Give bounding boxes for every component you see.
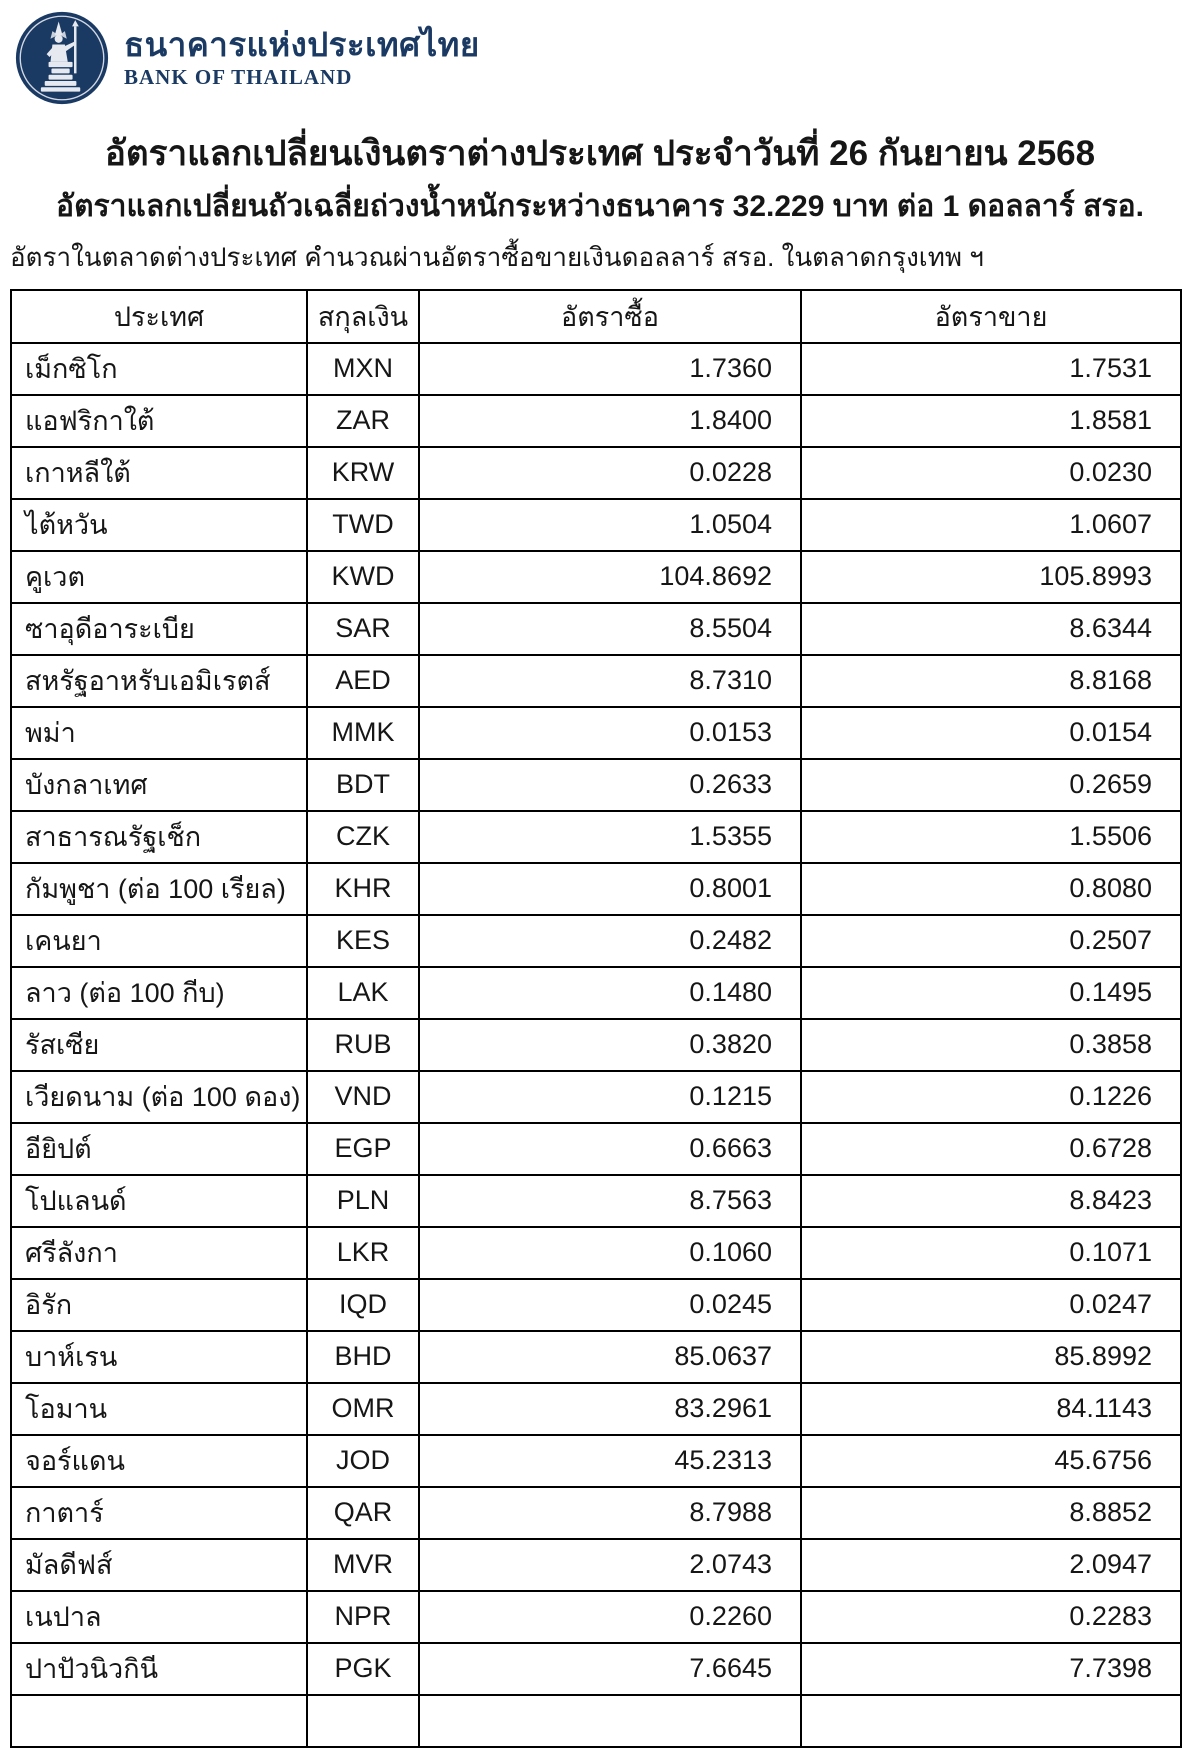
sell-rate-cell: 0.0247 xyxy=(801,1279,1181,1331)
currency-code-cell: AED xyxy=(307,655,419,707)
currency-code-cell: LKR xyxy=(307,1227,419,1279)
country-cell: กัมพูชา (ต่อ 100 เรียล) xyxy=(11,863,307,915)
table-row xyxy=(11,1539,1181,1591)
country-cell: พม่า xyxy=(11,707,307,759)
currency-code-cell: IQD xyxy=(307,1279,419,1331)
table-row xyxy=(11,863,1181,915)
table-row xyxy=(11,1435,1181,1487)
buy-rate-cell: 0.3820 xyxy=(419,1019,801,1071)
country-cell: บาห์เรน xyxy=(11,1331,307,1383)
sell-rate-cell: 0.6728 xyxy=(801,1123,1181,1175)
table-row xyxy=(11,759,1181,811)
currency-code-cell: BDT xyxy=(307,759,419,811)
table-row xyxy=(11,1175,1181,1227)
country-cell: ลาว (ต่อ 100 กีบ) xyxy=(11,967,307,1019)
buy-rate-cell: 1.7360 xyxy=(419,343,801,395)
sell-rate-cell: 1.0607 xyxy=(801,499,1181,551)
buy-rate-cell: 0.2260 xyxy=(419,1591,801,1643)
table-row xyxy=(11,499,1181,551)
buy-rate-cell: 0.0228 xyxy=(419,447,801,499)
country-cell: เนปาล xyxy=(11,1591,307,1643)
buy-rate-cell: 8.7563 xyxy=(419,1175,801,1227)
table-row xyxy=(11,603,1181,655)
exchange-rate-table-body xyxy=(11,343,1181,1747)
buy-rate-cell: 45.2313 xyxy=(419,1435,801,1487)
currency-code-cell: VND xyxy=(307,1071,419,1123)
sell-rate-cell: 1.8581 xyxy=(801,395,1181,447)
bank-name-english: BANK OF THAILAND xyxy=(124,64,353,89)
country-cell: คูเวต xyxy=(11,551,307,603)
buy-rate-cell: 0.2633 xyxy=(419,759,801,811)
sell-rate-cell: 84.1143 xyxy=(801,1383,1181,1435)
sell-rate-cell: 0.8080 xyxy=(801,863,1181,915)
currency-code-cell: PLN xyxy=(307,1175,419,1227)
table-row xyxy=(11,811,1181,863)
table-row xyxy=(11,1279,1181,1331)
buy-rate-cell: 2.0743 xyxy=(419,1539,801,1591)
country-cell: สหรัฐอาหรับเอมิเรตส์ xyxy=(11,655,307,707)
market-note: อัตราในตลาดต่างประเทศ คำนวณผ่านอัตราซื้อขายเงินดอลลาร์ สรอ. ในตลาดกรุงเทพ ฯ xyxy=(10,241,984,272)
table-row xyxy=(11,707,1181,759)
buy-rate-cell: 83.2961 xyxy=(419,1383,801,1435)
country-cell: เวียดนาม (ต่อ 100 ดอง) xyxy=(11,1071,307,1123)
currency-code-cell: JOD xyxy=(307,1435,419,1487)
empty-cell xyxy=(11,1695,307,1747)
buy-rate-cell: 1.5355 xyxy=(419,811,801,863)
currency-code-cell: MXN xyxy=(307,343,419,395)
table-row xyxy=(11,1019,1181,1071)
table-row-partial xyxy=(11,1695,1181,1747)
currency-code-cell: MMK xyxy=(307,707,419,759)
currency-code-cell: OMR xyxy=(307,1383,419,1435)
table-row xyxy=(11,447,1181,499)
country-cell: ศรีลังกา xyxy=(11,1227,307,1279)
table-row xyxy=(11,343,1181,395)
currency-code-cell: LAK xyxy=(307,967,419,1019)
table-row xyxy=(11,1331,1181,1383)
table-row xyxy=(11,915,1181,967)
page-subtitle-weighted-average: อัตราแลกเปลี่ยนถัวเฉลี่ยถ่วงน้ำหนักระหว่างธนาคาร 32.229 บาท ต่อ 1 ดอลลาร์ สรอ. xyxy=(56,190,1144,224)
currency-code-cell: TWD xyxy=(307,499,419,551)
currency-code-cell: BHD xyxy=(307,1331,419,1383)
table-row xyxy=(11,1071,1181,1123)
sell-rate-cell: 2.0947 xyxy=(801,1539,1181,1591)
page-title: อัตราแลกเปลี่ยนเงินตราต่างประเทศ ประจำวันที่ 26 กันยายน 2568 xyxy=(104,134,1096,173)
buy-rate-cell: 1.8400 xyxy=(419,395,801,447)
sell-rate-cell: 45.6756 xyxy=(801,1435,1181,1487)
buy-rate-cell: 104.8692 xyxy=(419,551,801,603)
country-cell: ปาปัวนิวกินี xyxy=(11,1643,307,1695)
country-cell: จอร์แดน xyxy=(11,1435,307,1487)
country-cell: กาตาร์ xyxy=(11,1487,307,1539)
bank-name-thai: ธนาคารแห่งประเทศไทย xyxy=(124,26,480,64)
country-cell: อียิปต์ xyxy=(11,1123,307,1175)
sell-rate-cell: 0.2659 xyxy=(801,759,1181,811)
country-cell: บังกลาเทศ xyxy=(11,759,307,811)
buy-rate-cell: 0.0153 xyxy=(419,707,801,759)
bank-of-thailand-seal-icon xyxy=(14,10,110,106)
currency-code-cell: KRW xyxy=(307,447,419,499)
country-cell: อิรัก xyxy=(11,1279,307,1331)
table-row xyxy=(11,1643,1181,1695)
column-header-currency: สกุลเงิน xyxy=(307,290,419,343)
sell-rate-cell: 1.7531 xyxy=(801,343,1181,395)
country-cell: เคนยา xyxy=(11,915,307,967)
sell-rate-cell: 8.8423 xyxy=(801,1175,1181,1227)
currency-code-cell: KWD xyxy=(307,551,419,603)
currency-code-cell: QAR xyxy=(307,1487,419,1539)
sell-rate-cell: 0.1226 xyxy=(801,1071,1181,1123)
table-row xyxy=(11,1227,1181,1279)
sell-rate-cell: 0.0230 xyxy=(801,447,1181,499)
buy-rate-cell: 0.1060 xyxy=(419,1227,801,1279)
country-cell: รัสเซีย xyxy=(11,1019,307,1071)
buy-rate-cell: 0.1480 xyxy=(419,967,801,1019)
empty-cell xyxy=(419,1695,801,1747)
table-row xyxy=(11,967,1181,1019)
buy-rate-cell: 7.6645 xyxy=(419,1643,801,1695)
buy-rate-cell: 8.7310 xyxy=(419,655,801,707)
table-row xyxy=(11,1487,1181,1539)
currency-code-cell: RUB xyxy=(307,1019,419,1071)
sell-rate-cell: 85.8992 xyxy=(801,1331,1181,1383)
brand-text-block xyxy=(124,28,480,88)
table-row xyxy=(11,1123,1181,1175)
currency-code-cell: CZK xyxy=(307,811,419,863)
buy-rate-cell: 8.5504 xyxy=(419,603,801,655)
sell-rate-cell: 8.8852 xyxy=(801,1487,1181,1539)
column-header-country: ประเทศ xyxy=(11,290,307,343)
country-cell: แอฟริกาใต้ xyxy=(11,395,307,447)
buy-rate-cell: 0.6663 xyxy=(419,1123,801,1175)
column-header-sell-rate: อัตราขาย xyxy=(801,290,1181,343)
currency-code-cell: KHR xyxy=(307,863,419,915)
table-row xyxy=(11,1591,1181,1643)
sell-rate-cell: 0.2283 xyxy=(801,1591,1181,1643)
table-row xyxy=(11,395,1181,447)
buy-rate-cell: 0.1215 xyxy=(419,1071,801,1123)
country-cell: โปแลนด์ xyxy=(11,1175,307,1227)
table-header-row xyxy=(11,290,1181,343)
sell-rate-cell: 7.7398 xyxy=(801,1643,1181,1695)
sell-rate-cell: 0.1071 xyxy=(801,1227,1181,1279)
table-row xyxy=(11,655,1181,707)
currency-code-cell: KES xyxy=(307,915,419,967)
currency-code-cell: PGK xyxy=(307,1643,419,1695)
table-row xyxy=(11,551,1181,603)
empty-cell xyxy=(307,1695,419,1747)
sell-rate-cell: 8.6344 xyxy=(801,603,1181,655)
buy-rate-cell: 0.8001 xyxy=(419,863,801,915)
exchange-rate-table xyxy=(10,289,1182,1748)
sell-rate-cell: 0.3858 xyxy=(801,1019,1181,1071)
country-cell: เกาหลีใต้ xyxy=(11,447,307,499)
sell-rate-cell: 0.1495 xyxy=(801,967,1181,1019)
country-cell: มัลดีฟส์ xyxy=(11,1539,307,1591)
currency-code-cell: EGP xyxy=(307,1123,419,1175)
buy-rate-cell: 8.7988 xyxy=(419,1487,801,1539)
buy-rate-cell: 0.2482 xyxy=(419,915,801,967)
brand-header xyxy=(0,0,1200,108)
country-cell: ซาอุดีอาระเบีย xyxy=(11,603,307,655)
sell-rate-cell: 8.8168 xyxy=(801,655,1181,707)
sell-rate-cell: 105.8993 xyxy=(801,551,1181,603)
empty-cell xyxy=(801,1695,1181,1747)
country-cell: เม็กซิโก xyxy=(11,343,307,395)
country-cell: ไต้หวัน xyxy=(11,499,307,551)
sell-rate-cell: 0.0154 xyxy=(801,707,1181,759)
country-cell: โอมาน xyxy=(11,1383,307,1435)
buy-rate-cell: 0.0245 xyxy=(419,1279,801,1331)
sell-rate-cell: 0.2507 xyxy=(801,915,1181,967)
buy-rate-cell: 85.0637 xyxy=(419,1331,801,1383)
currency-code-cell: MVR xyxy=(307,1539,419,1591)
currency-code-cell: SAR xyxy=(307,603,419,655)
table-row xyxy=(11,1383,1181,1435)
exchange-rate-table-head xyxy=(11,290,1181,343)
buy-rate-cell: 1.0504 xyxy=(419,499,801,551)
country-cell: สาธารณรัฐเช็ก xyxy=(11,811,307,863)
currency-code-cell: NPR xyxy=(307,1591,419,1643)
column-header-buy-rate: อัตราซื้อ xyxy=(419,290,801,343)
sell-rate-cell: 1.5506 xyxy=(801,811,1181,863)
currency-code-cell: ZAR xyxy=(307,395,419,447)
